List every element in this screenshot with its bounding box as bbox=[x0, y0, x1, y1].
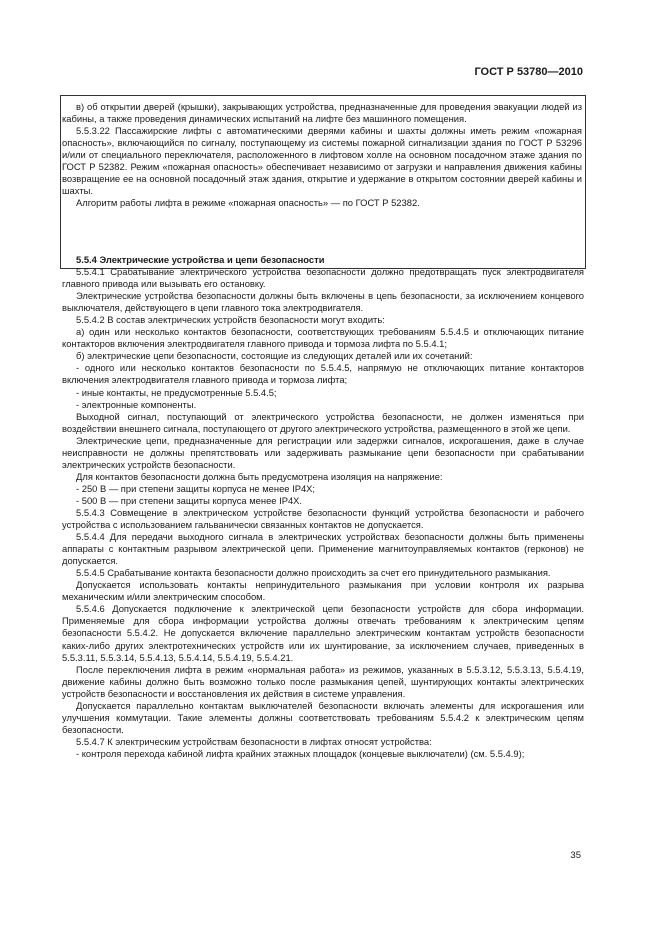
box-paragraph: 5.5.3.22 Пассажирские лифты с автоматическими дверями кабины и шахты должны иметь режим «пожарная опасность», включающийся по сигналу, поступающему из системы пожарной сигнализации здания по ГОСТ Р 53296 и/или от специального переключателя, расположенного в лифтовом холле на основном посадочном этаже здания по ГОСТ Р 52382. Режим «пожарная опасность» обеспечивает независимо от загрузки и направления движения кабины возвращение ее на основной посадочный этаж здания, открытие и удержание в открытом состоянии дверей кабины и шахты. bbox=[62, 125, 582, 197]
paragraph: 5.5.4.7 К электрическим устройствам безопасности в лифтах относят устройства: bbox=[76, 735, 432, 747]
paragraph: 5.5.4.1 Срабатывание электрического устройства безопасности должно предотвращать пуск электродвигателя главного привода или вызывать его остановку. bbox=[62, 266, 584, 290]
list-item: - 500 В — при степени защиты корпуса менее IP4X. bbox=[76, 494, 303, 506]
page-number: 35 bbox=[570, 850, 581, 861]
paragraph: Допускается параллельно контактам выключателей безопасности включать элементы для искрогашения или улучшения коммутации. Такие элементы должны соответствовать требованиям 5.5.4.2 к электрическим цепям безопасности. bbox=[62, 699, 584, 735]
document-header: ГОСТ Р 53780—2010 bbox=[474, 66, 583, 78]
paragraph: 5.5.4.3 Совмещение в электрическом устройстве безопасности функций устройства безопасности и рабочего устройства с использованием гальванически связанных контактов не допускается. bbox=[62, 506, 584, 531]
boxed-amendment bbox=[62, 101, 582, 209]
paragraph: 5.5.4.6 Допускается подключение к электрической цепи безопасности устройств для сбора информации. Применяемые для сбора информации устройства должны отвечать требованиям к электрическим цепям безопасности 5.5.4.2. Не допускается включение параллельно электрическим контактам устройств безопасности каких-либо других электротехнических устройств или их шунтирование, за исключением случаев, приведенных в 5.5.3.11, 5.5.3.14, 5.5.4.13, 5.5.4.14, 5.5.4.19, 5.5.4.21. bbox=[62, 603, 584, 663]
paragraph: После переключения лифта в режим «нормальная работа» из режимов, указанных в 5.5.3.12, 5.5.3.13, 5.5.4.19, движение кабины должно быть возможно только после размыкания цепей, шунтирующих контакты электрических устройств безопасности и восстановления их действия в системе управления. bbox=[62, 663, 584, 699]
list-item: - контроля перехода кабиной лифта крайних этажных площадок (концевые выключатели) (см. 5.5.4.9); bbox=[76, 747, 525, 759]
paragraph: Выходной сигнал, поступающий от электрического устройства безопасности, не должен изменяться при воздействии внешнего сигнала, поступающего от другого электрического устройства, размещенного в этой же цепи. bbox=[62, 410, 584, 434]
paragraph: 5.5.4.5 Срабатывание контакта безопасности должно происходить за счет его принудительного размыкания. bbox=[76, 567, 551, 579]
paragraph: а) один или несколько контактов безопасности, соответствующих требованиям 5.5.4.5 и отключающих питание контакторов включения электродвигателя главного привода и тормоза лифта по 5.5.4.1; bbox=[62, 326, 584, 350]
section-heading: 5.5.4 Электрические устройства и цепи безопасности bbox=[76, 254, 325, 265]
box-paragraph: Алгоритм работы лифта в режиме «пожарная опасность» — по ГОСТ Р 52382. bbox=[76, 197, 420, 209]
paragraph: 5.5.4.4 Для передачи выходного сигнала в электрических устройствах безопасности должны быть применены аппараты с контактным разрывом электрической цепи. Применение магнитоуправляемых контактов (герконов) не допускается. bbox=[62, 531, 584, 567]
paragraph: Электрические цепи, предназначенные для регистрации или задержки сигналов, искрогашения, даже в случае неисправности не должны препятствовать или задерживать размыкание цепи безопасности при срабатывании электрических устройств безопасности. bbox=[62, 434, 584, 470]
paragraph: б) электрические цепи безопасности, состоящие из следующих деталей или их сочетаний: bbox=[76, 350, 473, 362]
list-item: - одного или несколько контактов безопасности по 5.5.4.5, напрямую не отключающих питание контакторов включения электродвигателя главного привода и тормоза лифта; bbox=[62, 362, 584, 386]
paragraph: Для контактов безопасности должна быть предусмотрена изоляция на напряжение: bbox=[76, 470, 443, 482]
list-item: - 250 В — при степени защиты корпуса не менее IP4X; bbox=[76, 482, 316, 494]
list-item: - иные контакты, не предусмотренные 5.5.4.5; bbox=[76, 386, 277, 398]
box-paragraph: в) об открытии дверей (крышки), закрывающих устройства, предназначенные для проведения эвакуации людей из кабины, а также проведения динамических испытаний на лифте без машинного помещения. bbox=[62, 101, 582, 125]
paragraph: Электрические устройства безопасности должны быть включены в цепь безопасности, за исключением концевого выключателя, действующего в цепи главного тока электродвигателя. bbox=[62, 290, 584, 314]
list-item: - электронные компоненты. bbox=[76, 398, 197, 410]
main-content bbox=[62, 248, 584, 760]
paragraph: 5.5.4.2 В состав электрических устройств безопасности могут входить: bbox=[76, 314, 385, 326]
paragraph: Допускается использовать контакты непринудительного размыкания при условии контроля их разрыва механическим и/или электрическим способом. bbox=[62, 579, 584, 603]
